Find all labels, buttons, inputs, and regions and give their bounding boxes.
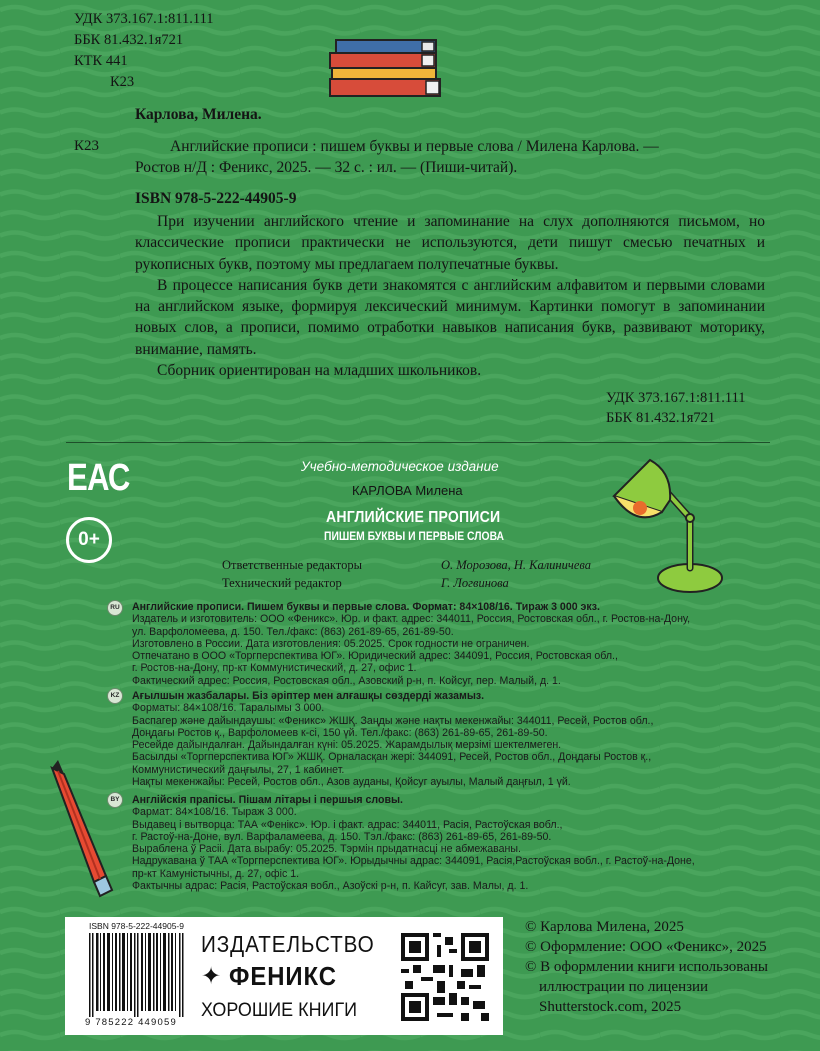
phoenix-logo-icon: ✦ — [201, 964, 222, 990]
annotation-p2: В процессе написания букв дети знакомятся с английским алфавитом и первыми словами на английском языке, формируя лексический минимум. Картинки помогут в запоминании новых слов, а прописи, помимо отработки навыков написания букв, развивают моторику, внимание, память. — [135, 276, 765, 358]
ru-line-3: Изготовлено в России. Дата изготовления: 05.2025. Срок годности не ограничен. — [132, 637, 530, 650]
udk-code: УДК 373.167.1:811.111 — [74, 11, 214, 27]
books-illustration — [326, 36, 450, 100]
title-line-1: Английские прописи : пишем буквы и первые слова / Милена Карлова. — — [170, 138, 659, 155]
title-line-2: Ростов н/Д : Феникс, 2025. — 32 с. : ил. — (Пиши-читай). — [135, 159, 518, 176]
imprint-subtitle: ПИШЕМ БУКВЫ И ПЕРВЫЕ СЛОВА — [324, 531, 505, 543]
tech-editor-label: Технический редактор — [222, 576, 342, 590]
copyright-line-3: © В оформлении книги использованы — [525, 959, 768, 975]
barcode-isbn: ISBN 978-5-222-44905-9 — [89, 921, 184, 931]
by-line-0: Англійскія прапісы. Пішам літары і першыя словы. — [132, 794, 403, 806]
author-mark: К23 — [110, 74, 135, 90]
kz-line-2: Баспагер және дайындаушы: «Феникс» ЖШҚ. Заңды және нақты мекенжайы: 344011, Ресей, Ростов обл., — [132, 714, 654, 727]
barcode-image — [87, 933, 187, 1017]
annotation-p3: Сборник ориентирован на младших школьников. — [157, 362, 482, 380]
annotation-p1: При изучении английского чтение и запоминание на слух дополняются письмом, но классические прописи практически не используются, дети пишут смесью печатных и рукописных букв, поэтому мы предлагаем полупечатные буквы. — [135, 213, 765, 273]
isbn-record: ISBN 978-5-222-44905-9 — [135, 190, 297, 207]
by-line-4: Выраблена ў Расіі. Дата вырабу: 05.2025. Тэрмін прыдатнасці не абмежаваны. — [132, 843, 521, 856]
bbk-code: ББК 81.432.1я721 — [74, 32, 184, 48]
imprint-author: КАРЛОВА Милена — [352, 483, 463, 498]
editors-value: О. Морозова, Н. Калиничева — [441, 558, 591, 572]
pencil-illustration — [44, 758, 124, 898]
imprint-title: АНГЛИЙСКИЕ ПРОПИСИ — [326, 509, 501, 526]
kz-line-6: Коммунистический даңғылы, 27, 1 кабинет. — [132, 763, 345, 776]
kz-line-5: Басылды «Торгперспектива ЮГ» ЖШҚ. Орналасқан жері: 344091, Ресей, Ростов обл., Доңдағы Ростов қ., — [132, 751, 652, 764]
publisher-line1: ИЗДАТЕЛЬСТВО — [201, 931, 375, 957]
eac-mark: ЕАС — [67, 457, 130, 499]
kz-line-0: Ағылшын жазбалары. Біз әріптер мен алғашқы сөздерді жазамыз. — [132, 690, 485, 702]
publisher-box — [65, 917, 503, 1035]
production-kz — [132, 690, 653, 788]
publisher-logo: ФЕНИКС — [229, 961, 337, 991]
copyright-line-4: иллюстрации по лицензии — [539, 979, 709, 995]
publisher-line3: ХОРОШИЕ КНИГИ — [201, 999, 358, 1021]
production-ru — [132, 601, 690, 687]
barcode-digits: 9 785222 449059 — [85, 1017, 177, 1028]
ru-line-1: Издатель и изготовитель: ООО «Феникс». Юр. и факт. адрес: 344011, Россия, Ростовская обл., г. Ростов-на-Дону, — [132, 613, 691, 626]
editors-label: Ответственные редакторы — [222, 558, 362, 572]
by-line-1: Фармат: 84×108/16. Тыраж 3 000. — [132, 806, 297, 819]
kz-line-1: Форматы: 84×108/16. Таралымы 3 000. — [132, 702, 325, 715]
kz-line-7: Нақты мекенжайы: Ресей, Ростов обл., Азов ауданы, Қойсуг ауылы, Малый даңғыл, 1 үй. — [132, 776, 571, 789]
by-badge: BY — [107, 792, 123, 808]
by-line-6: пр-кт Камуністычны, д. 27, офіс 1. — [132, 867, 300, 880]
by-line-2: Выдавец і вытворца: ТАА «Фенікс». Юр. і факт. адрас: 344011, Расія, Растоўская вобл., — [132, 818, 563, 831]
annotation-bbk: ББК 81.432.1я721 — [606, 410, 716, 426]
qr-code-icon — [401, 933, 489, 1021]
copyright-line-5: Shutterstock.com, 2025 — [539, 999, 682, 1015]
ru-line-5: г. Ростов-на-Дону, пр-кт Коммунистический, д. 27, офис 1. — [132, 662, 417, 675]
kz-badge: KZ — [107, 688, 123, 704]
annotation-udk: УДК 373.167.1:811.111 — [606, 390, 746, 406]
header-codes — [74, 9, 214, 93]
ru-line-2: ул. Варфоломеева, д. 150. Тел./факс: (863) 261-89-65, 261-89-50. — [132, 625, 454, 638]
desk-lamp-illustration — [606, 452, 724, 598]
copyright-line-1: © Карлова Милена, 2025 — [525, 919, 684, 935]
ktk-code: КТК 441 — [74, 53, 128, 69]
ru-badge: RU — [107, 600, 123, 616]
kz-line-4: Ресейде дайындалған. Дайындалған күні: 05.2025. Жарамдылық мерзімі шектелмеген. — [132, 739, 562, 752]
by-line-5: Надрукавана ў ТАА «Торгперспектива ЮГ». Юрыдычны адрас: 344091, Расія,Растоўская вобл., г. Растоў-на-Доне, — [132, 855, 695, 868]
record-mark: К23 — [74, 138, 100, 154]
ru-line-6: Фактический адрес: Россия, Ростовская обл., Азовский р-н, п. Койсуг, пер. Малый, д. 1. — [132, 674, 561, 687]
tech-editor-value: Г. Логвинова — [441, 576, 509, 590]
ru-line-4: Отпечатано в ООО «Торгперспектива ЮГ». Юридический адрес: 344091, Россия, Ростовская обл., — [132, 650, 618, 663]
kz-line-3: Доңдағы Ростов қ., Варфоломеев к-сі, 150 үй. Тел./факс: (863) 261-89-65, 261-89-50. — [132, 726, 548, 739]
by-line-3: г. Растоў-на-Доне, вул. Варфаламеева, д. 150. Тэл./факс: (863) 261-89-65, 261-89-50. — [132, 830, 552, 843]
annotation-codes — [606, 388, 746, 428]
ru-line-0: Английские прописи. Пишем буквы и первые слова. Формат: 84×108/16. Тираж 3 000 экз. — [132, 601, 600, 613]
editors-block — [222, 556, 362, 592]
divider-line — [66, 442, 770, 443]
annotation — [135, 211, 765, 381]
author-heading: Карлова, Милена. — [135, 106, 262, 123]
copyright-line-2: © Оформление: ООО «Феникс», 2025 — [525, 939, 767, 955]
age-rating-badge: 0+ — [66, 517, 112, 563]
by-line-7: Фактычны адрас: Расія, Растоўская вобл., Азоўскі р-н, п. Кайсуг, зав. Малы, д. 1. — [132, 880, 529, 893]
production-by — [132, 794, 695, 892]
edition-type: Учебно-методическое издание — [301, 459, 499, 474]
editors-names — [441, 556, 591, 592]
